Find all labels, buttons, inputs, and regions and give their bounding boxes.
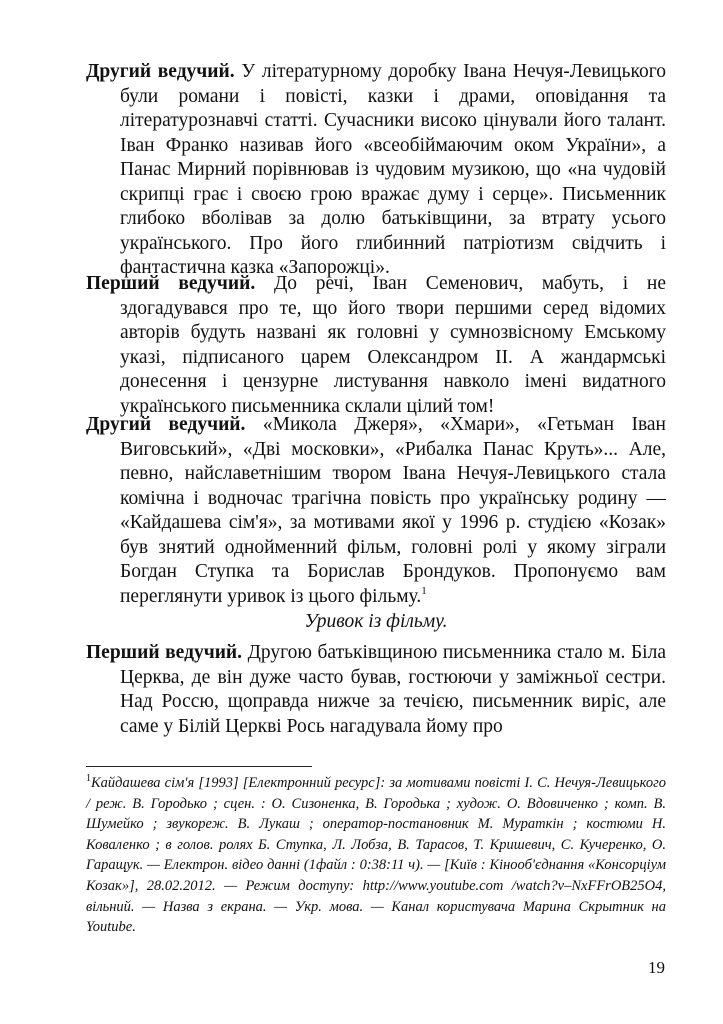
footnote-reference[interactable]: 1 [421,584,427,597]
paragraph-first-host-2 [86,641,666,739]
paragraph-text: У літературному доробку Івана Нечуя-Левицького були романи і повісті, казки і драми, оповідання та літературознавчі статті. Сучасники високо цінували його талант. Іван Франко називав його «всеобіймаючим оком України», а Панас Мирний порівнював із чудовим музикою, що «на чудовій скрипці грає і своєю грою вражає думу і серце». Письменник глибоко вболівав за долю батьківщини, за втрату усього українського. Про його глибинний патріотизм свідчить і фантастична казка «Запорожці». [120,61,667,278]
speaker-label: Другий ведучий. [86,61,242,82]
footnote-text: Кайдашева сім'я [1993] [Електронний ресурс]: за мотивами повісті І. С. Нечуя-Левицького / реж. В. Городько ; сцен. : О. Сизоненка, В. Городька ; худож. О. Вдовиченко ; комп. В. Шумейко ; звукореж. В. Лукаш ; оператор-постановник М. Мураткін ; костюми Н. Коваленко ; в голов. ролях Б. Ступка, Л. Лобза, В. Тарасов, Т. Кришевич, С. Кучеренко, О. Гаращук. — Електрон. відео данні (1файл : 0:38:11 ч). — [Київ : Кінооб'єднання «Консорціум Козак»], 28.02.2012. — Режим доступу: http://www.youtube.com /watch?v–NxFFrOB25O4, вільний. — Назва з екрана. — Укр. мова. — Канал користувача Марина Скрытник на Youtube. [86,775,666,936]
footnote [86,773,666,938]
page-number: 19 [648,958,665,977]
speaker-label: Другий ведучий. [86,414,263,435]
film-excerpt-heading: Уривок із фільму. [304,611,448,632]
speaker-label: Перший ведучий. [86,273,274,294]
footnote-mark: 1 [86,773,91,784]
paragraph-second-host-2 [86,413,666,609]
speaker-label: Перший ведучий. [86,642,248,663]
footnote-divider [86,766,312,767]
paragraph-text: Другою батьківщиною письменника стало м. Біла Церква, де він дуже часто бував, гостюючи у заміжньої сестри. Над Россю, щоправда нижче за течією, письменник виріс, але саме у Білій Церкві Рось нагадувала йому про [120,642,666,737]
paragraph-second-host-1 [86,60,666,281]
paragraph-text: До речі, Іван Семенович, мабуть, і не здогадувався про те, що його твори першими серед відомих авторів будуть названі як головні у сумнозвісному Емському указі, підписаного царем Олександром ІІ. А жандармські донесення і цензурне листування навколо імені видатного українського письменника склали цілий том! [120,273,666,417]
paragraph-first-host-1 [86,272,666,419]
paragraph-text: «Микола Джеря», «Хмари», «Гетьман Іван Виговський», «Дві московки», «Рибалка Панас Круть»... Але, певно, найславетнішим твором Івана Нечуя-Левицького стала комічна і водночас трагічна повість про українську родину — «Кайдашева сім'я», за мотивами якої у 1996 р. студією «Козак» був знятий однойменний фільм, головні ролі у якому зіграли Богдан Ступка та Борислав Брондуков. Пропонуємо вам переглянути уривок із цього фільму. [120,414,666,607]
